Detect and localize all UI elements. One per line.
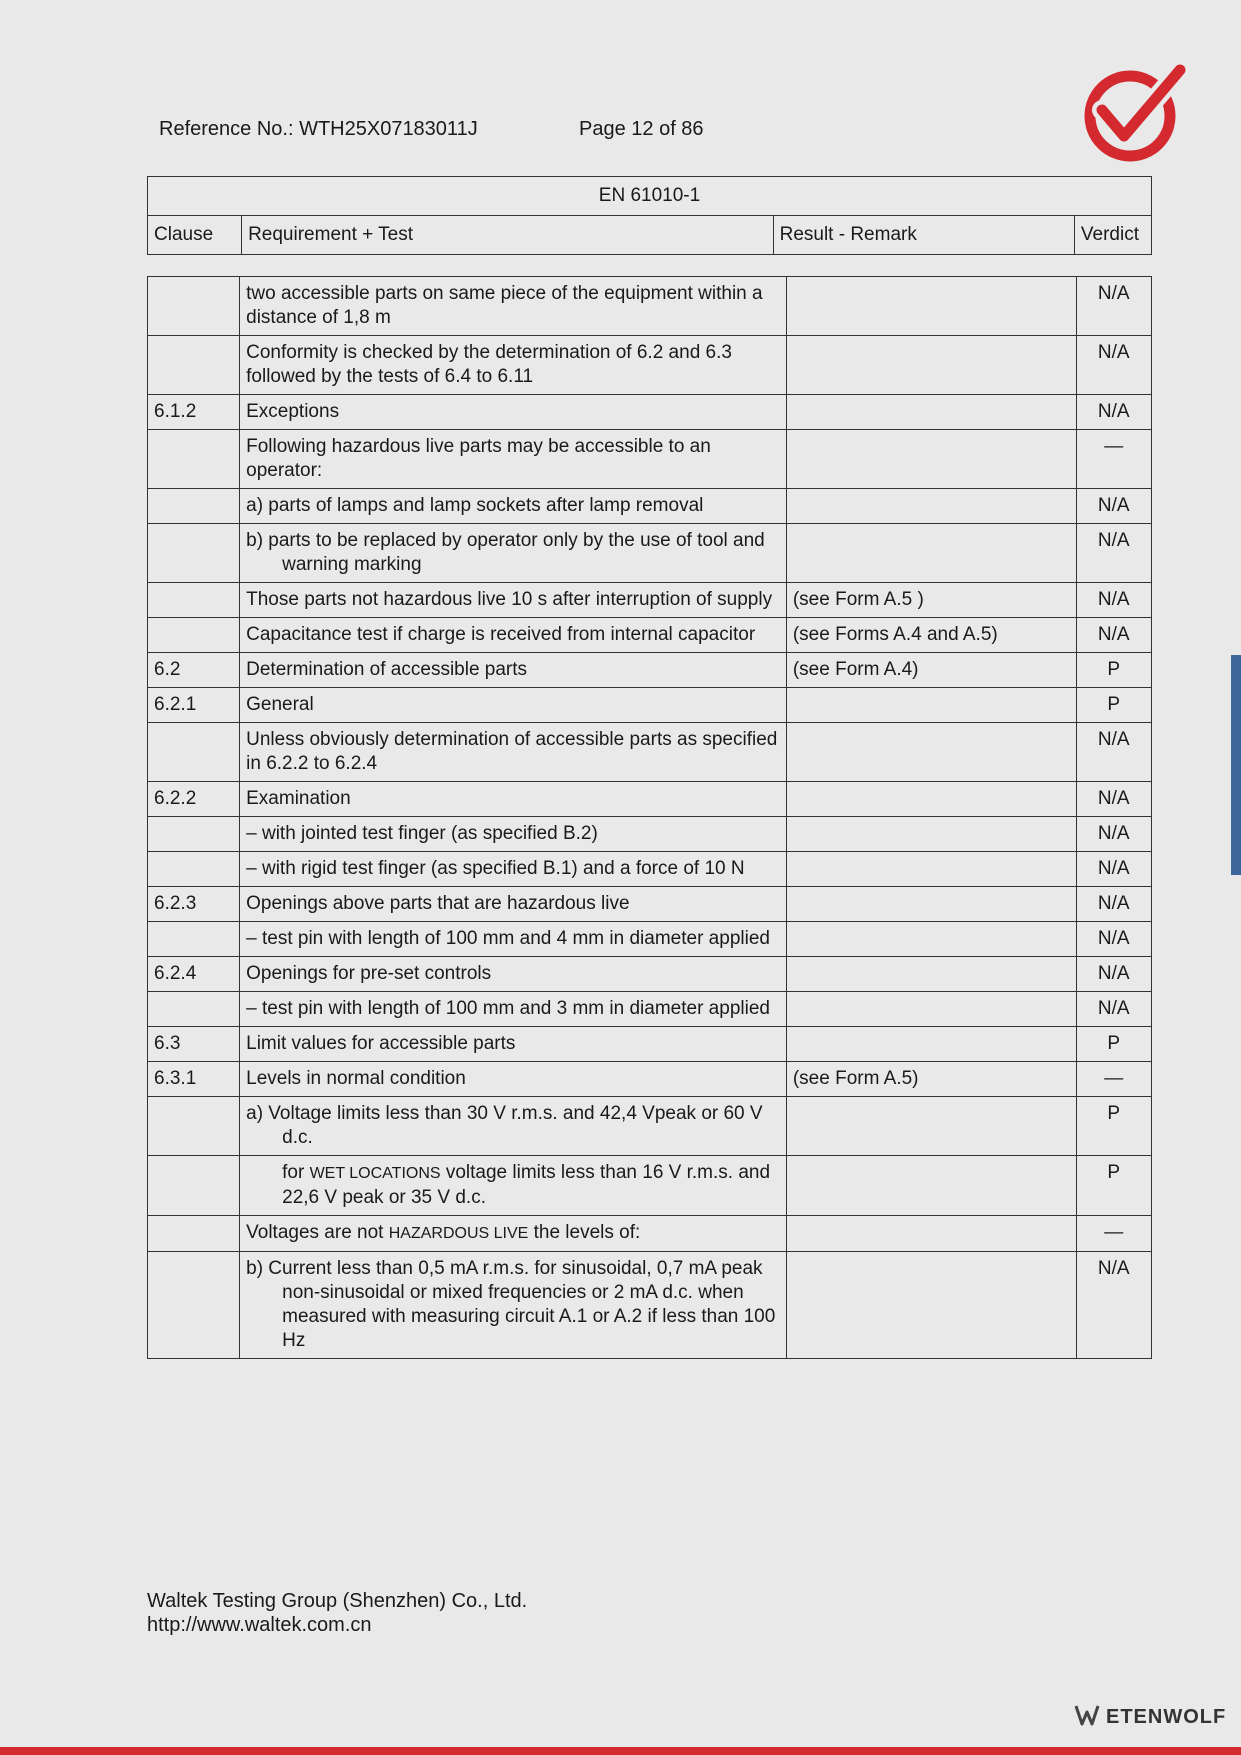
table-row xyxy=(148,1252,1152,1359)
result-cell xyxy=(786,489,1076,524)
result-cell xyxy=(786,277,1076,336)
clause-cell xyxy=(148,336,240,395)
clause-cell: 6.2.2 xyxy=(148,782,240,817)
clause-cell: 6.3.1 xyxy=(148,1062,240,1097)
result-cell xyxy=(786,817,1076,852)
clause-cell xyxy=(148,817,240,852)
result-cell xyxy=(786,957,1076,992)
result-cell xyxy=(786,922,1076,957)
clause-cell xyxy=(148,524,240,583)
verdict-cell: P xyxy=(1076,653,1151,688)
requirement-cell: b) Current less than 0,5 mA r.m.s. for sinusoidal, 0,7 mA peak non-sinusoidal or mixed frequencies or 2 mA d.c. when measured with measuring circuit A.1 or A.2 if less than 100 Hz xyxy=(240,1252,787,1359)
requirement-cell: – test pin with length of 100 mm and 4 mm in diameter applied xyxy=(240,922,787,957)
clause-cell xyxy=(148,583,240,618)
verdict-cell: — xyxy=(1076,1062,1151,1097)
requirement-cell: Openings above parts that are hazardous live xyxy=(240,887,787,922)
requirement-cell: General xyxy=(240,688,787,723)
table-row xyxy=(148,1097,1152,1156)
verdict-cell: N/A xyxy=(1076,583,1151,618)
verdict-cell: P xyxy=(1076,1027,1151,1062)
result-cell xyxy=(786,688,1076,723)
clause-cell: 6.2.1 xyxy=(148,688,240,723)
result-cell xyxy=(786,887,1076,922)
verdict-cell: P xyxy=(1076,1156,1151,1216)
requirement-cell xyxy=(240,1156,787,1216)
table-row xyxy=(148,1156,1152,1216)
clause-cell xyxy=(148,1156,240,1216)
table-row xyxy=(148,395,1152,430)
requirement-cell: Unless obviously determination of accessible parts as specified in 6.2.2 to 6.2.4 xyxy=(240,723,787,782)
clause-cell xyxy=(148,430,240,489)
side-tab xyxy=(1231,655,1241,875)
result-cell xyxy=(786,430,1076,489)
requirement-cell: Those parts not hazardous live 10 s after interruption of supply xyxy=(240,583,787,618)
clause-cell xyxy=(148,1216,240,1252)
clause-cell xyxy=(148,1252,240,1359)
table-header xyxy=(147,176,1152,255)
requirement-cell: Levels in normal condition xyxy=(240,1062,787,1097)
result-cell xyxy=(786,336,1076,395)
table-row xyxy=(148,992,1152,1027)
table-row xyxy=(148,430,1152,489)
clause-cell: 6.2 xyxy=(148,653,240,688)
verdict-cell: N/A xyxy=(1076,489,1151,524)
table-row xyxy=(148,1027,1152,1062)
verdict-cell: N/A xyxy=(1076,992,1151,1027)
col-clause: Clause xyxy=(148,216,242,255)
table-row xyxy=(148,852,1152,887)
verdict-cell: N/A xyxy=(1076,1252,1151,1359)
result-cell xyxy=(786,395,1076,430)
verdict-cell: N/A xyxy=(1076,852,1151,887)
clause-cell xyxy=(148,489,240,524)
col-result: Result - Remark xyxy=(773,216,1074,255)
clause-cell xyxy=(148,277,240,336)
requirements-table xyxy=(147,276,1152,1359)
req-prefix: Voltages are not xyxy=(246,1222,389,1243)
requirement-cell: Limit values for accessible parts xyxy=(240,1027,787,1062)
result-cell xyxy=(786,1252,1076,1359)
verdict-cell: N/A xyxy=(1076,887,1151,922)
verdict-cell: — xyxy=(1076,1216,1151,1252)
result-cell xyxy=(786,782,1076,817)
result-cell: (see Form A.5 ) xyxy=(786,583,1076,618)
clause-cell xyxy=(148,618,240,653)
verdict-cell: N/A xyxy=(1076,336,1151,395)
requirement-cell: Openings for pre-set controls xyxy=(240,957,787,992)
table-row xyxy=(148,957,1152,992)
result-cell xyxy=(786,524,1076,583)
result-cell xyxy=(786,1027,1076,1062)
requirement-cell: two accessible parts on same piece of the equipment within a distance of 1,8 m xyxy=(240,277,787,336)
table-row xyxy=(148,1216,1152,1252)
requirement-cell: – with rigid test finger (as specified B.1) and a force of 10 N xyxy=(240,852,787,887)
verdict-cell: N/A xyxy=(1076,395,1151,430)
verdict-cell: N/A xyxy=(1076,817,1151,852)
verdict-cell: P xyxy=(1076,688,1151,723)
clause-cell: 6.2.3 xyxy=(148,887,240,922)
clause-cell xyxy=(148,992,240,1027)
table-row xyxy=(148,922,1152,957)
verdict-cell: N/A xyxy=(1076,922,1151,957)
requirement-cell: Exceptions xyxy=(240,395,787,430)
result-cell xyxy=(786,1156,1076,1216)
verdict-cell: N/A xyxy=(1076,618,1151,653)
verdict-cell: N/A xyxy=(1076,524,1151,583)
requirement-cell: Following hazardous live parts may be accessible to an operator: xyxy=(240,430,787,489)
table-row xyxy=(148,817,1152,852)
verdict-cell: — xyxy=(1076,430,1151,489)
result-cell xyxy=(786,1097,1076,1156)
bottom-accent-bar xyxy=(0,1747,1241,1755)
requirement-cell xyxy=(240,1216,787,1252)
requirement-cell: – with jointed test finger (as specified B.2) xyxy=(240,817,787,852)
table-row xyxy=(148,524,1152,583)
result-cell xyxy=(786,852,1076,887)
req-suffix: the levels of: xyxy=(528,1222,641,1243)
table-row xyxy=(148,723,1152,782)
requirement-cell: Determination of accessible parts xyxy=(240,653,787,688)
verdict-cell: N/A xyxy=(1076,277,1151,336)
result-cell: (see Form A.4) xyxy=(786,653,1076,688)
table-row xyxy=(148,336,1152,395)
requirement-cell: Conformity is checked by the determination of 6.2 and 6.3 followed by the tests of 6.4 to 6.11 xyxy=(240,336,787,395)
requirement-cell: Capacitance test if charge is received from internal capacitor xyxy=(240,618,787,653)
table-row xyxy=(148,653,1152,688)
requirement-cell: b) parts to be replaced by operator only by the use of tool and warning marking xyxy=(240,524,787,583)
company-name: Waltek Testing Group (Shenzhen) Co., Ltd. xyxy=(147,1590,528,1612)
clause-cell: 6.1.2 xyxy=(148,395,240,430)
standard-title: EN 61010-1 xyxy=(148,177,1152,216)
small-caps-term: HAZARDOUS LIVE xyxy=(388,1225,529,1242)
etenwolf-mark-icon xyxy=(1074,1702,1100,1728)
requirement-cell: a) Voltage limits less than 30 V r.m.s. and 42,4 Vpeak or 60 V d.c. xyxy=(240,1097,787,1156)
verdict-cell: N/A xyxy=(1076,957,1151,992)
verdict-cell: P xyxy=(1076,1097,1151,1156)
small-caps-term: WET LOCATIONS xyxy=(309,1165,441,1182)
col-verdict: Verdict xyxy=(1074,216,1151,255)
table-row xyxy=(148,887,1152,922)
company-url[interactable]: http://www.waltek.com.cn xyxy=(147,1614,372,1636)
clause-cell xyxy=(148,1097,240,1156)
requirement-cell: Examination xyxy=(240,782,787,817)
clause-cell xyxy=(148,723,240,782)
brand-wordmark: ETENWOLF xyxy=(1106,1706,1227,1728)
table-row xyxy=(148,489,1152,524)
clause-cell: 6.2.4 xyxy=(148,957,240,992)
table-row xyxy=(148,277,1152,336)
result-cell: (see Forms A.4 and A.5) xyxy=(786,618,1076,653)
result-cell xyxy=(786,1216,1076,1252)
verdict-cell: N/A xyxy=(1076,782,1151,817)
req-suffix: voltage limits less than 16 V r.m.s. and 22,6 V peak or 35 V d.c. xyxy=(282,1162,771,1208)
result-cell xyxy=(786,723,1076,782)
verdict-cell: N/A xyxy=(1076,723,1151,782)
table-row xyxy=(148,1062,1152,1097)
waltek-check-logo-icon xyxy=(1080,62,1190,162)
req-prefix: for xyxy=(282,1162,310,1183)
result-cell xyxy=(786,992,1076,1027)
table-row xyxy=(148,688,1152,723)
result-cell: (see Form A.5) xyxy=(786,1062,1076,1097)
clause-cell xyxy=(148,922,240,957)
col-requirement: Requirement + Test xyxy=(242,216,774,255)
page-number: Page 12 of 86 xyxy=(579,118,704,140)
requirement-cell: – test pin with length of 100 mm and 3 mm in diameter applied xyxy=(240,992,787,1027)
table-row xyxy=(148,782,1152,817)
clause-cell: 6.3 xyxy=(148,1027,240,1062)
clause-cell xyxy=(148,852,240,887)
table-row xyxy=(148,583,1152,618)
reference-number: Reference No.: WTH25X07183011J xyxy=(159,118,478,140)
table-row xyxy=(148,618,1152,653)
requirement-cell: a) parts of lamps and lamp sockets after lamp removal xyxy=(240,489,787,524)
